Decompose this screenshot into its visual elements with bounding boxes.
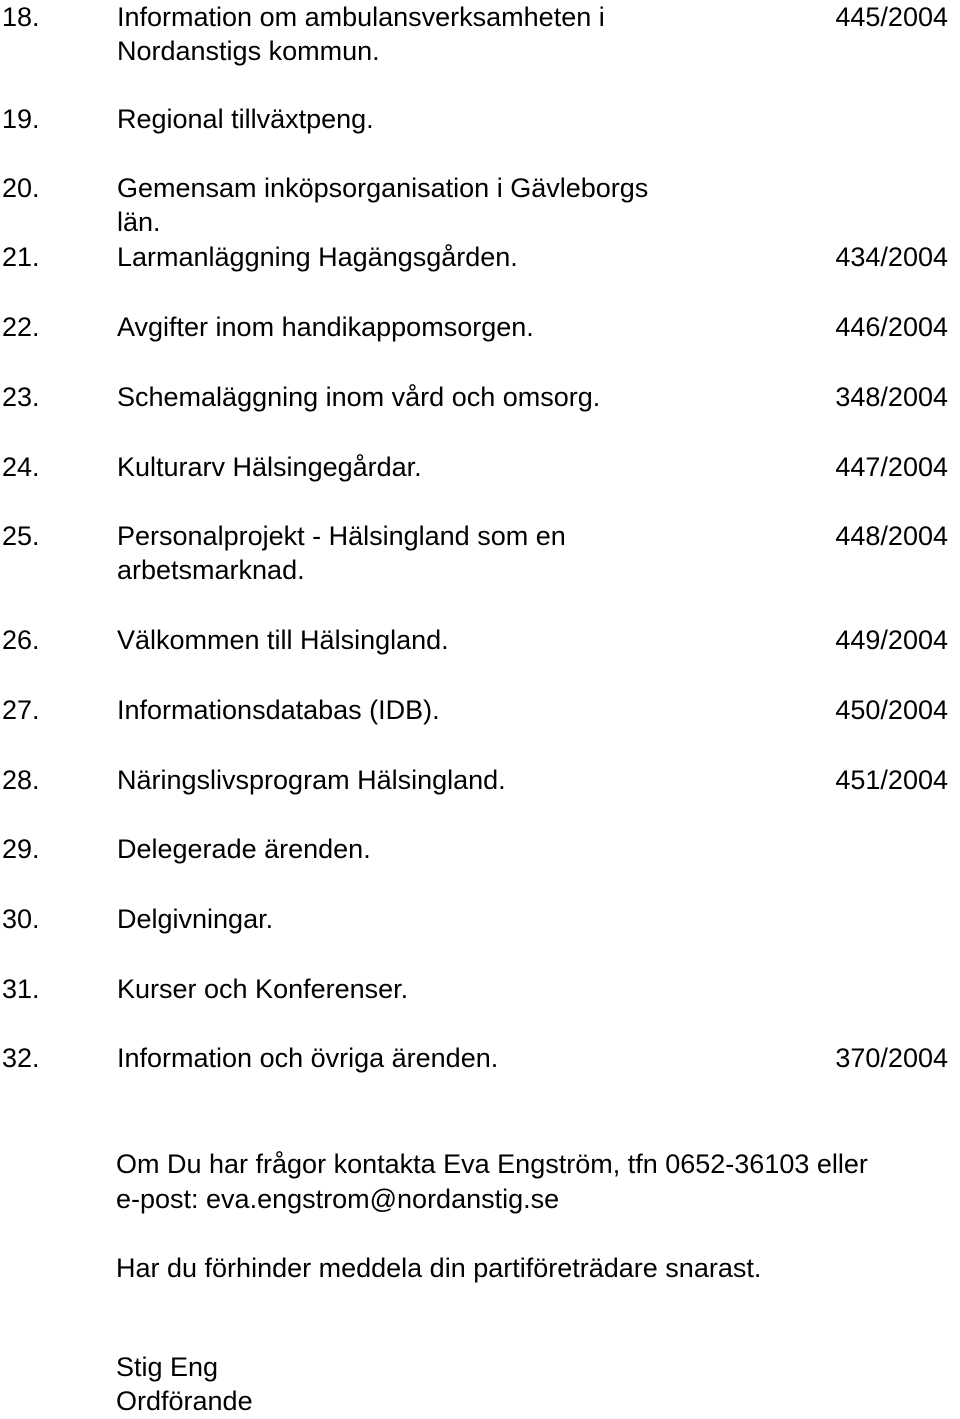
item-title: Kurser och Konferenser.: [117, 974, 409, 1004]
item-title: Gemensam inköpsorganisation i Gävleborgs län.: [117, 173, 649, 237]
item-title: Kulturarv Hälsingegårdar.: [117, 452, 422, 482]
item-reference: 446/2004: [835, 312, 948, 342]
item-reference: 448/2004: [835, 521, 948, 551]
item-number: 30.: [2, 904, 40, 934]
item-number: 18.: [2, 2, 40, 32]
item-title: Schemaläggning inom vård och omsorg.: [117, 382, 601, 412]
contact-line-1: Om Du har frågor kontakta Eva Engström, tfn 0652-36103 eller: [116, 1149, 868, 1179]
item-number: 28.: [2, 765, 40, 795]
item-number: 21.: [2, 242, 40, 272]
item-title: Välkommen till Hälsingland.: [117, 625, 449, 655]
item-title: Regional tillväxtpeng.: [117, 104, 374, 134]
item-number: 23.: [2, 382, 40, 412]
signature-name: Stig Eng: [116, 1352, 219, 1382]
item-reference: 451/2004: [835, 765, 948, 795]
contact-email-line: e-post: eva.engstrom@nordanstig.se: [116, 1184, 560, 1214]
item-number: 22.: [2, 312, 40, 342]
item-number: 19.: [2, 104, 40, 134]
item-number: 27.: [2, 695, 40, 725]
item-reference: 434/2004: [835, 242, 948, 272]
item-number: 32.: [2, 1043, 40, 1073]
item-reference: 348/2004: [835, 382, 948, 412]
item-title: Delgivningar.: [117, 904, 274, 934]
item-reference: 449/2004: [835, 625, 948, 655]
item-number: 24.: [2, 452, 40, 482]
item-reference: 450/2004: [835, 695, 948, 725]
item-title: Informationsdatabas (IDB).: [117, 695, 440, 725]
item-reference: 447/2004: [835, 452, 948, 482]
item-title: Personalprojekt - Hälsingland som en arbetsmarknad.: [117, 521, 566, 585]
item-number: 29.: [2, 834, 40, 864]
signature-role: Ordförande: [116, 1386, 253, 1416]
item-title: Information om ambulansverksamheten i Nordanstigs kommun.: [117, 2, 605, 66]
item-title: Avgifter inom handikappomsorgen.: [117, 312, 534, 342]
item-number: 31.: [2, 974, 40, 1004]
item-reference: 370/2004: [835, 1043, 948, 1073]
item-title: Larmanläggning Hagängsgården.: [117, 242, 518, 272]
item-title: Delegerade ärenden.: [117, 834, 371, 864]
item-number: 20.: [2, 173, 40, 203]
item-number: 26.: [2, 625, 40, 655]
absence-notice: Har du förhinder meddela din partiföreträdare snarast.: [116, 1253, 762, 1283]
item-title: Näringslivsprogram Hälsingland.: [117, 765, 506, 795]
item-title: Information och övriga ärenden.: [117, 1043, 499, 1073]
item-reference: 445/2004: [835, 2, 948, 32]
item-number: 25.: [2, 521, 40, 551]
